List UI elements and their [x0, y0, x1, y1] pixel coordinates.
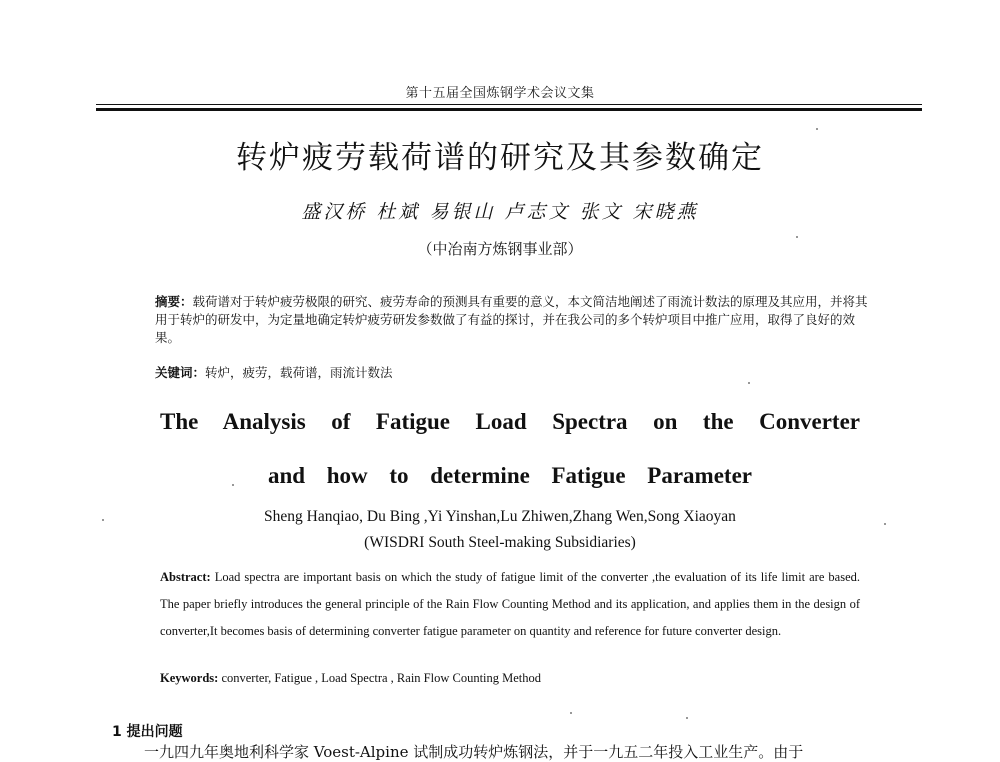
scan-speck: [686, 717, 688, 719]
section-paragraph: 一九四九年奥地利科学家 Voest-Alpine 试制成功转炉炼钢法，并于一九五二年投入工业生产。由于: [144, 743, 804, 761]
keywords-cn-text: 转炉，疲劳，载荷谱，雨流计数法: [205, 365, 393, 380]
scan-speck: [884, 523, 886, 525]
affiliation-cn: （中冶南方炼钢事业部）: [417, 240, 583, 258]
abstract-en-label: Abstract:: [160, 570, 211, 584]
paper-title-en-line2: and how to determine Fatigue Parameter: [268, 463, 752, 488]
header-rule-thin: [96, 104, 922, 105]
abstract-cn-text: 载荷谱对于转炉疲劳极限的研究、疲劳寿命的预测具有重要的意义，本文简洁地阐述了雨流计数法的原理及其应用，并将其用于转炉的研发中，为定量地确定转炉疲劳研发参数做了有益的探讨，并在我公司的多个转炉项目中推广应用，取得了良好的效果。: [155, 294, 868, 345]
scan-speck: [796, 236, 798, 238]
paper-title-en-line1: The Analysis of Fatigue Load Spectra on the Converter: [160, 409, 860, 434]
scan-speck: [570, 712, 572, 714]
scan-speck: [816, 128, 818, 130]
abstract-cn: [155, 293, 873, 347]
scan-speck: [102, 519, 104, 521]
abstract-en-text: Load spectra are important basis on which the study of fatigue limit of the converter ,the evaluation of its life limit are based. The paper briefly introduces the general principle of the Rain Flow Counting Method and its application, and applies them in the design of converter,It becomes basis of determining converter fatigue parameter on quantity and reference for future converter design.: [160, 570, 860, 638]
scan-speck: [232, 484, 234, 486]
affiliation-en: (WISDRI South Steel-making Subsidiaries): [364, 534, 636, 551]
keywords-en-text: converter, Fatigue , Load Spectra , Rain Flow Counting Method: [221, 671, 542, 685]
keywords-cn-label: 关键词：: [155, 365, 206, 380]
header-rule-thick: [96, 108, 922, 111]
keywords-en: [160, 671, 860, 686]
keywords-en-label: Keywords:: [160, 671, 219, 685]
section-heading: 1 提出问题: [112, 724, 183, 740]
keywords-cn: [155, 363, 873, 381]
authors-cn: 盛汉桥 杜斌 易银山 卢志文 张文 宋晓燕: [301, 201, 699, 223]
scan-speck: [748, 382, 750, 384]
running-header: 第十五届全国炼钢学术会议文集: [405, 86, 595, 101]
abstract-cn-label: 摘要：: [155, 294, 193, 309]
authors-en: Sheng Hanqiao, Du Bing ,Yi Yinshan,Lu Zhiwen,Zhang Wen,Song Xiaoyan: [264, 508, 736, 525]
abstract-en: [160, 564, 860, 645]
paper-title-cn: 转炉疲劳载荷谱的研究及其参数确定: [236, 140, 764, 176]
